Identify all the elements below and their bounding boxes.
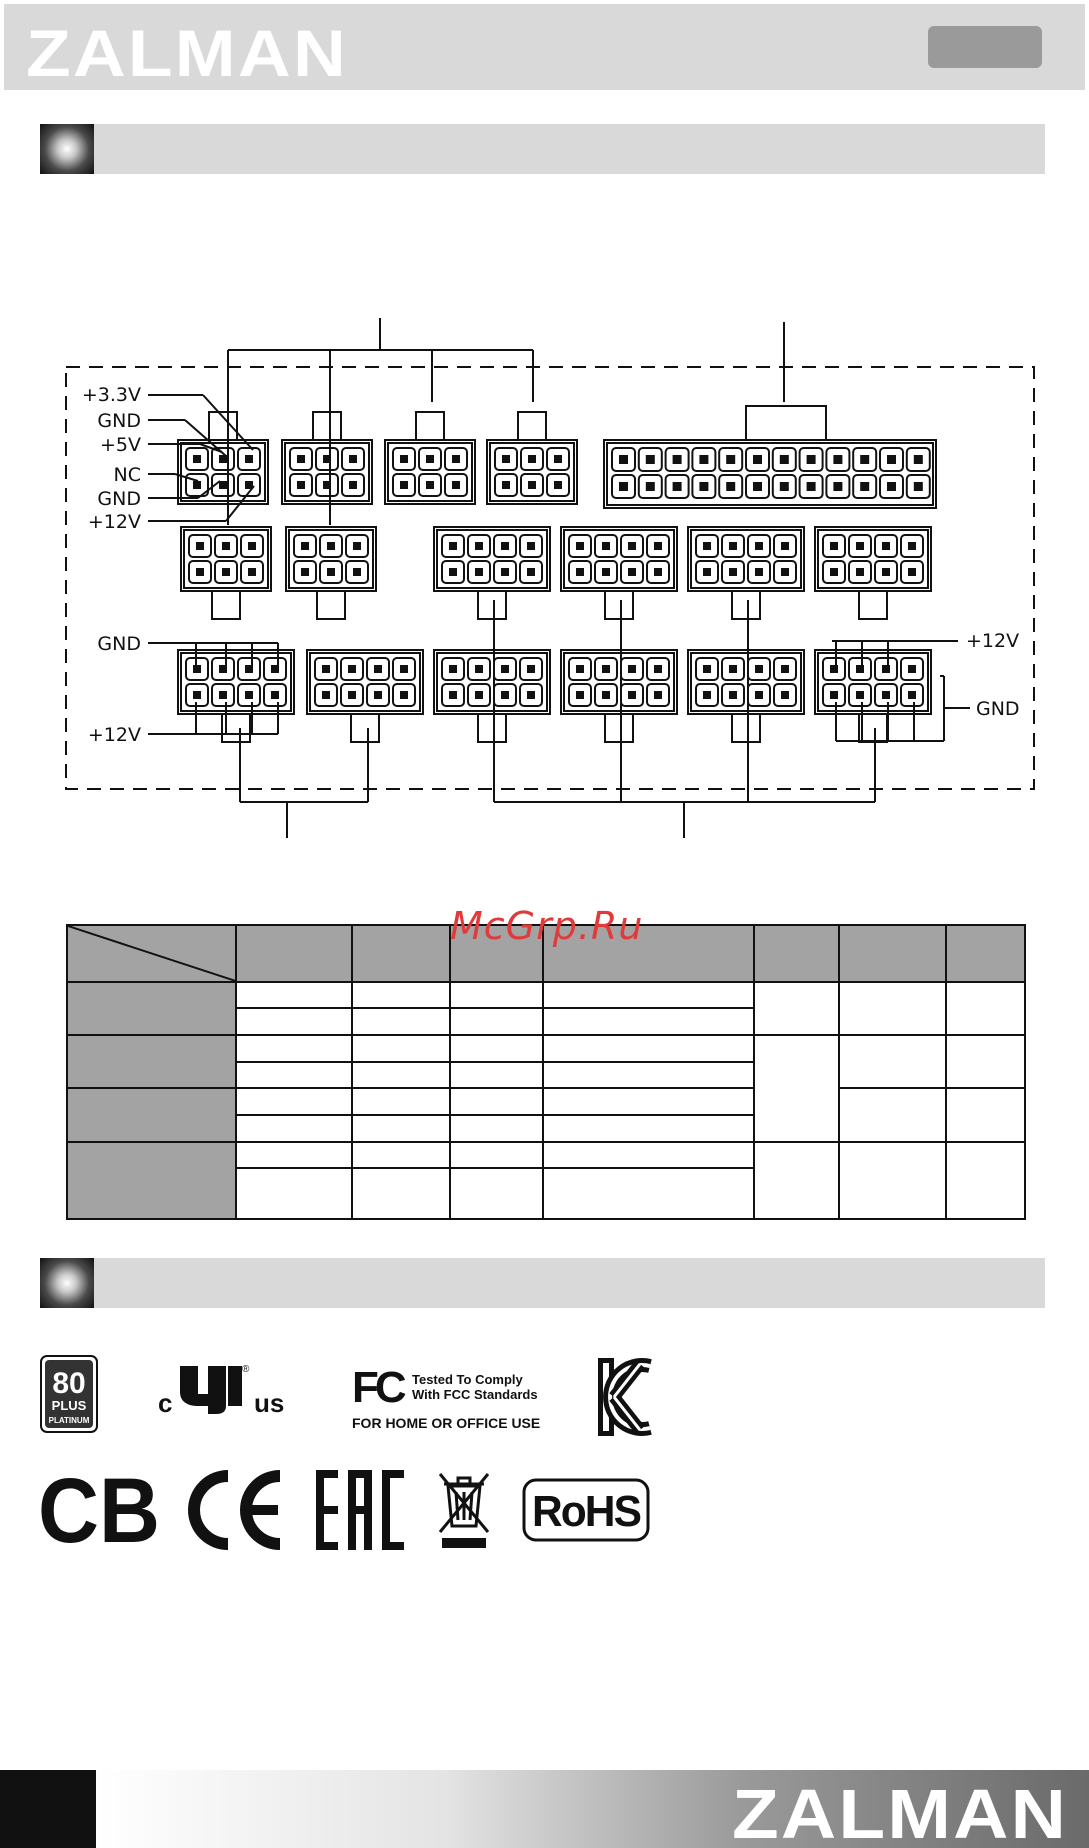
pin-contact [602,665,610,673]
pin-contact [781,542,789,550]
pin-contact [528,481,536,489]
table-cell [450,1142,543,1168]
table-cell [450,1088,543,1114]
pin-contact [297,455,305,463]
pin-contact [833,455,842,464]
table-cell [352,982,450,1008]
fcc-line3: FOR HOME OR OFFICE USE [352,1415,541,1431]
pin-contact [349,455,357,463]
pin-label-br-12v: +12V [966,630,1020,652]
connector-latch [859,714,887,742]
80plus-number: 80 [52,1367,86,1400]
pin-contact [527,568,535,576]
pin-contact [726,482,735,491]
connector-latch [313,412,341,440]
connector-latch [859,591,887,619]
80plus-plus: PLUS [51,1398,87,1413]
table-cell [946,1142,1025,1219]
pin-contact [374,691,382,699]
pin-contact [780,482,789,491]
pin-contact [882,691,890,699]
pin-contact [856,568,864,576]
pin-contact [322,665,330,673]
pin-contact [193,691,201,699]
pin-contact [501,665,509,673]
table-cell [236,1088,352,1114]
table-cell [352,1088,450,1114]
pin-contact [908,568,916,576]
spec-table [66,924,1026,1220]
pin-contact [426,455,434,463]
pin-contact [628,691,636,699]
table-cell [352,1142,450,1168]
footer-black-block [0,1770,96,1848]
pin-contact [753,455,762,464]
pin-contact [452,481,460,489]
pin-contact [628,542,636,550]
pin-contact [400,691,408,699]
pin-contact [222,542,230,550]
pin-contact [673,455,682,464]
table-cell [543,1062,754,1088]
pin-contact [882,568,890,576]
rohs-text: RoHS [532,1487,641,1536]
section-bar-connectors [40,124,1045,174]
pin-contact [449,665,457,673]
pin-contact [654,568,662,576]
connector-latch [416,412,444,440]
pin-contact [193,481,201,489]
pin-contact [755,568,763,576]
table-cell [946,982,1025,1036]
pin-contact [860,482,869,491]
pin-label-nc: NC [113,464,141,486]
kc-mark-logo [596,1356,652,1438]
row-header-cell [67,1088,236,1142]
pin-contact [781,568,789,576]
pin-contact [301,568,309,576]
pin-contact [327,542,335,550]
pin-contact [475,665,483,673]
pin-contact [271,691,279,699]
pin-contact [654,691,662,699]
pin-contact [619,455,628,464]
pin-contact [887,455,896,464]
pin-contact [576,568,584,576]
fcc-mark: FC [352,1363,403,1412]
connector-group [178,406,936,742]
table-row [67,1088,1025,1114]
table-cell [450,1008,543,1035]
zalman-logo-bottom [732,1774,1072,1844]
pin-contact [602,568,610,576]
pin-contact [527,691,535,699]
table-header-cell [754,925,839,982]
corner-diagonal [68,926,235,981]
table-cell [754,1035,839,1141]
table-cell [543,1008,754,1035]
pin-label-12v: +12V [87,511,141,533]
table-cell [543,982,754,1008]
pin-contact [729,568,737,576]
pin-contact [646,482,655,491]
svg-text:®: ® [242,1364,250,1375]
pin-contact [501,691,509,699]
pin-contact [780,455,789,464]
pin-contact [830,568,838,576]
watermark: McGrp.Ru [450,904,644,948]
fcc-line2: With FCC Standards [412,1387,538,1402]
pin-contact [222,568,230,576]
pin-contact [400,665,408,673]
connector-latch [212,591,240,619]
table-corner-cell [67,925,236,982]
pin-contact [576,691,584,699]
pin-contact [502,455,510,463]
ul-c: c [158,1388,173,1418]
pin-contact [703,568,711,576]
table-cell [839,1142,946,1219]
pin-contact [807,482,816,491]
pin-contact [830,542,838,550]
zalman-logo-top [26,16,366,86]
brand-top-text: ZALMAN [26,16,348,86]
connector-latch [351,714,379,742]
pin-contact [322,691,330,699]
table-cell [352,1168,450,1219]
pin-contact [353,542,361,550]
pin-contact [475,568,483,576]
connector-latch [605,591,633,619]
cb-logo [38,1468,162,1550]
connector-latch [732,714,760,742]
pin-label-3v3: +3.3V [81,384,141,406]
pin-label-bl-gnd: GND [97,633,141,655]
table-cell [543,1035,754,1061]
table-cell [236,1142,352,1168]
table-row [67,982,1025,1008]
pin-label-br-gnd: GND [976,698,1020,720]
pin-contact [374,665,382,673]
pin-contact [729,665,737,673]
pin-contact [502,481,510,489]
80plus-platinum-logo [40,1355,98,1433]
pin-contact [807,455,816,464]
header-badge [928,26,1042,68]
pin-contact [602,691,610,699]
table-cell [450,982,543,1008]
pin-contact [703,542,711,550]
table-cell [839,982,946,1036]
pin-contact [856,691,864,699]
pin-contact [400,455,408,463]
pin-contact [882,542,890,550]
table-row [67,1142,1025,1168]
connector-latch [605,714,633,742]
connector-latch [317,591,345,619]
table-cell [839,1088,946,1142]
pin-contact [781,691,789,699]
table-cell [946,1035,1025,1088]
eac-logo [316,1470,406,1550]
pin-contact [619,482,628,491]
table-cell [236,1035,352,1061]
pin-contact [576,665,584,673]
pin-contact [830,691,838,699]
pin-contact [475,691,483,699]
pin-contact [908,665,916,673]
table-cell [450,1062,543,1088]
pin-contact [527,542,535,550]
table-header-cell [236,925,352,982]
pin-contact [833,482,842,491]
fcc-logo [352,1362,552,1434]
pin-contact [646,455,655,464]
pin-contact [755,691,763,699]
table-cell [236,1115,352,1142]
pin-contact [908,691,916,699]
pin-label-gnd-1: GND [97,410,141,432]
pin-contact [654,665,662,673]
pin-contact [348,665,356,673]
table-cell [236,1168,352,1219]
connector-latch [746,406,826,440]
brand-bottom-text: ZALMAN [732,1775,1068,1844]
table-cell [352,1008,450,1035]
pin-contact [860,455,869,464]
table-header-cell [839,925,946,982]
pin-contact [887,482,896,491]
pin-contact [654,542,662,550]
row-header-cell [67,1035,236,1088]
pin-label-bl-12v: +12V [87,724,141,746]
ul-us: us [254,1388,285,1418]
section-bullet-icon [40,124,94,174]
pin-contact [703,665,711,673]
table-cell [839,1035,946,1088]
section-bullet-icon [40,1258,94,1308]
table-cell [754,1142,839,1219]
pin-label-5v: +5V [99,434,141,456]
pin-contact [349,481,357,489]
pin-contact [729,691,737,699]
pin-contact [475,542,483,550]
pin-contact [908,542,916,550]
pin-contact [297,481,305,489]
table-cell [543,1088,754,1114]
pin-contact [245,455,253,463]
pin-contact [755,542,763,550]
pin-contact [501,568,509,576]
80plus-platinum: PLATINUM [48,1416,90,1425]
pin-contact [449,568,457,576]
connector-diagram [0,300,1089,860]
pin-contact [755,665,763,673]
table-cell [352,1062,450,1088]
pin-contact [628,665,636,673]
pin-contact [781,665,789,673]
pin-contact [196,542,204,550]
pin-contact [219,481,227,489]
pin-contact [528,455,536,463]
connector-latch [518,412,546,440]
cul-us-logo [158,1362,288,1418]
table-cell [352,1115,450,1142]
connector-latch [478,591,506,619]
table-cell [352,1035,450,1061]
pin-contact [193,455,201,463]
table-header-cell [946,925,1025,982]
pin-contact [348,691,356,699]
connector-latch [478,714,506,742]
pin-contact [726,455,735,464]
pin-contact [248,568,256,576]
table-cell [236,1062,352,1088]
pin-label-gnd-2: GND [97,488,141,510]
pin-contact [245,691,253,699]
pin-contact [426,481,434,489]
table-cell [236,982,352,1008]
pin-contact [501,542,509,550]
pin-contact [673,482,682,491]
table-cell [543,1168,754,1219]
pin-contact [449,542,457,550]
row-header-cell [67,1142,236,1219]
pin-contact [699,455,708,464]
ce-mark-logo [186,1470,286,1550]
pin-contact [527,665,535,673]
pin-contact [753,482,762,491]
pin-contact [576,542,584,550]
pin-contact [353,568,361,576]
pin-contact [602,542,610,550]
pin-contact [856,542,864,550]
table-cell [543,1142,754,1168]
fcc-line1: Tested To Comply [412,1372,523,1387]
pin-contact [914,455,923,464]
table-cell [450,1115,543,1142]
pin-contact [196,568,204,576]
rohs-logo [522,1478,650,1542]
pin-contact [219,691,227,699]
pin-contact [914,482,923,491]
pin-contact [729,542,737,550]
pin-contact [449,691,457,699]
table-cell [754,982,839,1036]
table-row [67,1035,1025,1061]
weee-bin-icon [436,1470,492,1550]
pin-contact [703,691,711,699]
table-cell [543,1115,754,1142]
row-header-cell [67,982,236,1036]
table-cell [946,1088,1025,1142]
table-cell [236,1008,352,1035]
pin-contact [301,542,309,550]
table-cell [450,1168,543,1219]
pin-contact [554,481,562,489]
pin-contact [452,455,460,463]
pin-contact [628,568,636,576]
pin-contact [554,455,562,463]
pin-contact [327,568,335,576]
pin-contact [248,542,256,550]
table-cell [450,1035,543,1061]
pin-contact [699,482,708,491]
cb-text: CB [38,1468,160,1550]
connector-latch [732,591,760,619]
section-bar-certifications [40,1258,1045,1308]
pin-contact [400,481,408,489]
table-header-cell [352,925,450,982]
